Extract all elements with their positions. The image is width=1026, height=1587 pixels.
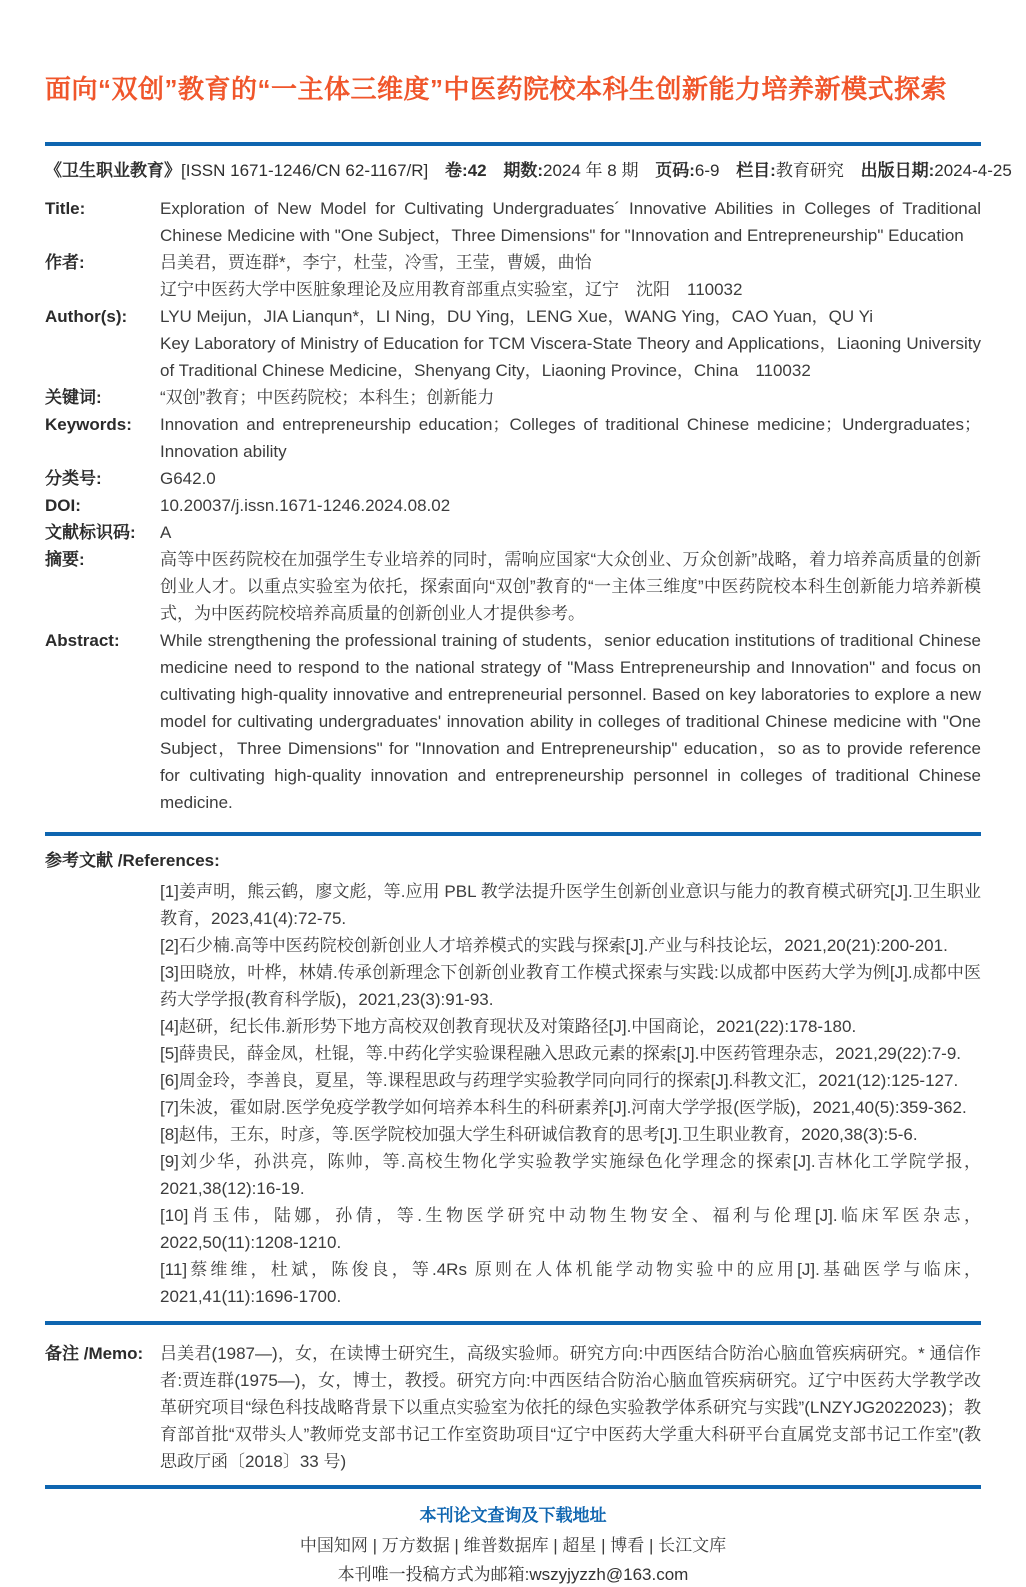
row-abstract-en xyxy=(45,627,981,816)
reference-item: [1]姜声明，熊云鹤，廖文彪，等.应用 PBL 教学法提升医学生创新创业意识与能力的教育模式研究[J].卫生职业教育，2023,41(4):72-75. xyxy=(160,882,981,928)
label-doc-code: 文献标识码: xyxy=(45,523,136,542)
reference-item: [11]蔡维维，杜斌，陈俊良，等.4Rs 原则在人体机能学动物实验中的应用[J].基础医学与临床，2021,41(11):1696-1700. xyxy=(160,1260,981,1306)
value-clc: G642.0 xyxy=(160,469,216,488)
authors-en-affiliation: Key Laboratory of Ministry of Education for TCM Viscera-State Theory and Applications，Liaoning University of Traditional Chinese Medicine，Shenyang City，Liaoning Province，China 110032 xyxy=(160,334,981,380)
journal-name-issn xyxy=(45,161,428,180)
reference-item: [8]赵伟，王东，时彦，等.医学院校加强大学生科研诚信教育的思考[J].卫生职业教育，2020,38(3):5-6. xyxy=(160,1125,918,1144)
row-doc-code xyxy=(45,519,981,546)
reference-item: [9]刘少华，孙洪亮，陈帅，等.高校生物化学实验教学实施绿色化学理念的探索[J].吉林化工学院学报，2021,38(12):16-19. xyxy=(160,1152,981,1198)
journal-info-line xyxy=(45,159,1012,183)
divider-memo xyxy=(45,1321,981,1325)
journal-name: 《卫生职业教育》 xyxy=(45,161,181,180)
row-title-en xyxy=(45,195,981,249)
reference-item: [3]田晓放，叶桦，林婧.传承创新理念下创新创业教育工作模式探索与实践:以成都中医药大学为例[J].成都中医药大学学报(教育科学版)，2021,23(3):91-93. xyxy=(160,963,981,1009)
references-heading: 参考文献 /References: xyxy=(45,851,220,870)
row-authors-en xyxy=(45,303,981,384)
authors-en-names: LYU Meijun，JIA Lianqun*，LI Ning，DU Ying，LENG Xue，WANG Ying，CAO Yuan，QU Yi xyxy=(160,307,874,326)
label-abstract-en: Abstract: xyxy=(45,631,120,650)
reference-item: [10]肖玉伟，陆娜，孙倩，等.生物医学研究中动物生物安全、福利与伦理[J].临床军医杂志，2022,50(11):1208-1210. xyxy=(160,1206,981,1252)
divider-top xyxy=(45,142,981,146)
reference-item: [2]石少楠.高等中医药院校创新创业人才培养模式的实践与探索[J].产业与科技论坛，2021,20(21):200-201. xyxy=(160,936,948,955)
value-abstract-cn: 高等中医药院校在加强学生专业培养的同时，需响应国家“大众创业、万众创新”战略，着力培养高质量的创新创业人才。以重点实验室为依托，探索面向“双创”教育的“一主体三维度”中医药院校本科生创新能力培养新模式，为中医药院校培养高质量的创新创业人才提供参考。 xyxy=(160,550,981,623)
label-keywords-cn: 关键词: xyxy=(45,388,102,407)
journal-footer xyxy=(45,1504,981,1587)
journal-pages: 页码:6-9 xyxy=(655,161,720,180)
metadata-table xyxy=(45,195,981,816)
reference-item: [6]周金玲，李善良，夏星，等.课程思政与药理学实验教学同向同行的探索[J].科教文汇，2021(12):125-127. xyxy=(160,1071,959,1090)
value-keywords-cn: “双创”教育；中医药院校；本科生；创新能力 xyxy=(160,388,495,407)
footer-databases: 中国知网 | 万方数据 | 维普数据库 | 超星 | 博看 | 长江文库 xyxy=(299,1536,727,1555)
label-authors-en: Author(s): xyxy=(45,307,128,326)
memo-text: 吕美君(1987—)，女，在读博士研究生，高级实验师。研究方向:中西医结合防治心脑血管疾病研究。* 通信作者:贾连群(1975—)，女，博士，教授。研究方向:中西医结合防治心脑血管疾病研究。辽宁中医药大学教学改革研究项目“绿色科技战略背景下以重点实验室为依托的绿色实验教学体系研究与实践”(LNZYJG2022023)；教育部首批“双带头人”教师党支部书记工作室资助项目“辽宁中医药大学重大科研平台直属党支部书记工作室”(教思政厅函〔2018〕33 号) xyxy=(160,1344,981,1471)
journal-issn: [ISSN 1671-1246/CN 62-1167/R] xyxy=(181,161,429,180)
row-abstract-cn xyxy=(45,546,981,627)
divider-references xyxy=(45,832,981,836)
footer-heading: 本刊论文查询及下载地址 xyxy=(419,1506,607,1525)
label-title-en: Title: xyxy=(45,199,86,218)
footer-submission-email: 本刊唯一投稿方式为邮箱:wszyjyzzh@163.com xyxy=(337,1565,689,1584)
value-keywords-en: Innovation and entrepreneurship education；Colleges of traditional Chinese medicine；Undergraduates；Innovation ability xyxy=(160,415,981,461)
reference-item: [7]朱波，霍如尉.医学免疫学教学如何培养本科生的科研素养[J].河南大学学报(医学版)，2021,40(5):359-362. xyxy=(160,1098,967,1117)
label-abstract-cn: 摘要: xyxy=(45,550,85,569)
value-authors-cn xyxy=(160,249,981,303)
journal-column: 栏目:教育研究 xyxy=(736,161,844,180)
journal-volume: 卷:42 xyxy=(445,161,487,180)
value-abstract-en: While strengthening the professional training of students，senior education institutions of traditional Chinese medicine need to respond to the national strategy of "Mass Entrepreneurship and Innovation" and focus on cultivating high-quality innovative and entrepreneurial personnel. Based on key laboratories to explore a new model for cultivating undergraduates' innovation ability in colleges of traditional Chinese medicine with "One Subject，Three Dimensions" for "Innovation and Entrepreneurship" education，so as to provide reference for cultivating high-quality innovation and entrepreneurship personnel in colleges of traditional Chinese medicine. xyxy=(160,631,981,812)
row-keywords-en xyxy=(45,411,981,465)
memo-label: 备注 /Memo: xyxy=(45,1344,144,1363)
row-keywords-cn xyxy=(45,384,981,411)
row-clc xyxy=(45,465,981,492)
row-doi xyxy=(45,492,981,519)
authors-cn-affiliation: 辽宁中医药大学中医脏象理论及应用教育部重点实验室，辽宁 沈阳 110032 xyxy=(160,280,743,299)
memo-row xyxy=(45,1340,981,1475)
row-authors-cn xyxy=(45,249,981,303)
value-doc-code: A xyxy=(160,523,172,542)
references-list xyxy=(160,878,981,1310)
label-clc: 分类号: xyxy=(45,469,102,488)
page-title: 面向“双创”教育的“一主体三维度”中医药院校本科生创新能力培养新模式探索 xyxy=(45,74,948,104)
value-doi: 10.20037/j.issn.1671-1246.2024.08.02 xyxy=(160,496,451,515)
label-keywords-en: Keywords: xyxy=(45,415,132,434)
authors-cn-names: 吕美君，贾连群*，李宁，杜莹，冷雪，王莹，曹媛，曲怡 xyxy=(160,253,592,272)
journal-pubdate: 出版日期:2024-4-25 xyxy=(860,161,1012,180)
value-authors-en xyxy=(160,303,981,384)
reference-item: [4]赵研，纪长伟.新形势下地方高校双创教育现状及对策路径[J].中国商论，2021(22):178-180. xyxy=(160,1017,857,1036)
reference-item: [5]薛贵民，薛金凤，杜锟，等.中药化学实验课程融入思政元素的探索[J].中医药管理杂志，2021,29(22):7-9. xyxy=(160,1044,961,1063)
journal-issue: 期数:2024 年 8 期 xyxy=(503,161,639,180)
divider-footer xyxy=(45,1485,981,1489)
label-doi: DOI: xyxy=(45,496,81,515)
value-title-en: Exploration of New Model for Cultivating Undergraduates´ Innovative Abilities in Colleges of Traditional Chinese Medicine with "One Subject，Three Dimensions" for "Innovation and Entrepreneurship" Education xyxy=(160,199,981,245)
label-authors-cn: 作者: xyxy=(45,253,85,272)
